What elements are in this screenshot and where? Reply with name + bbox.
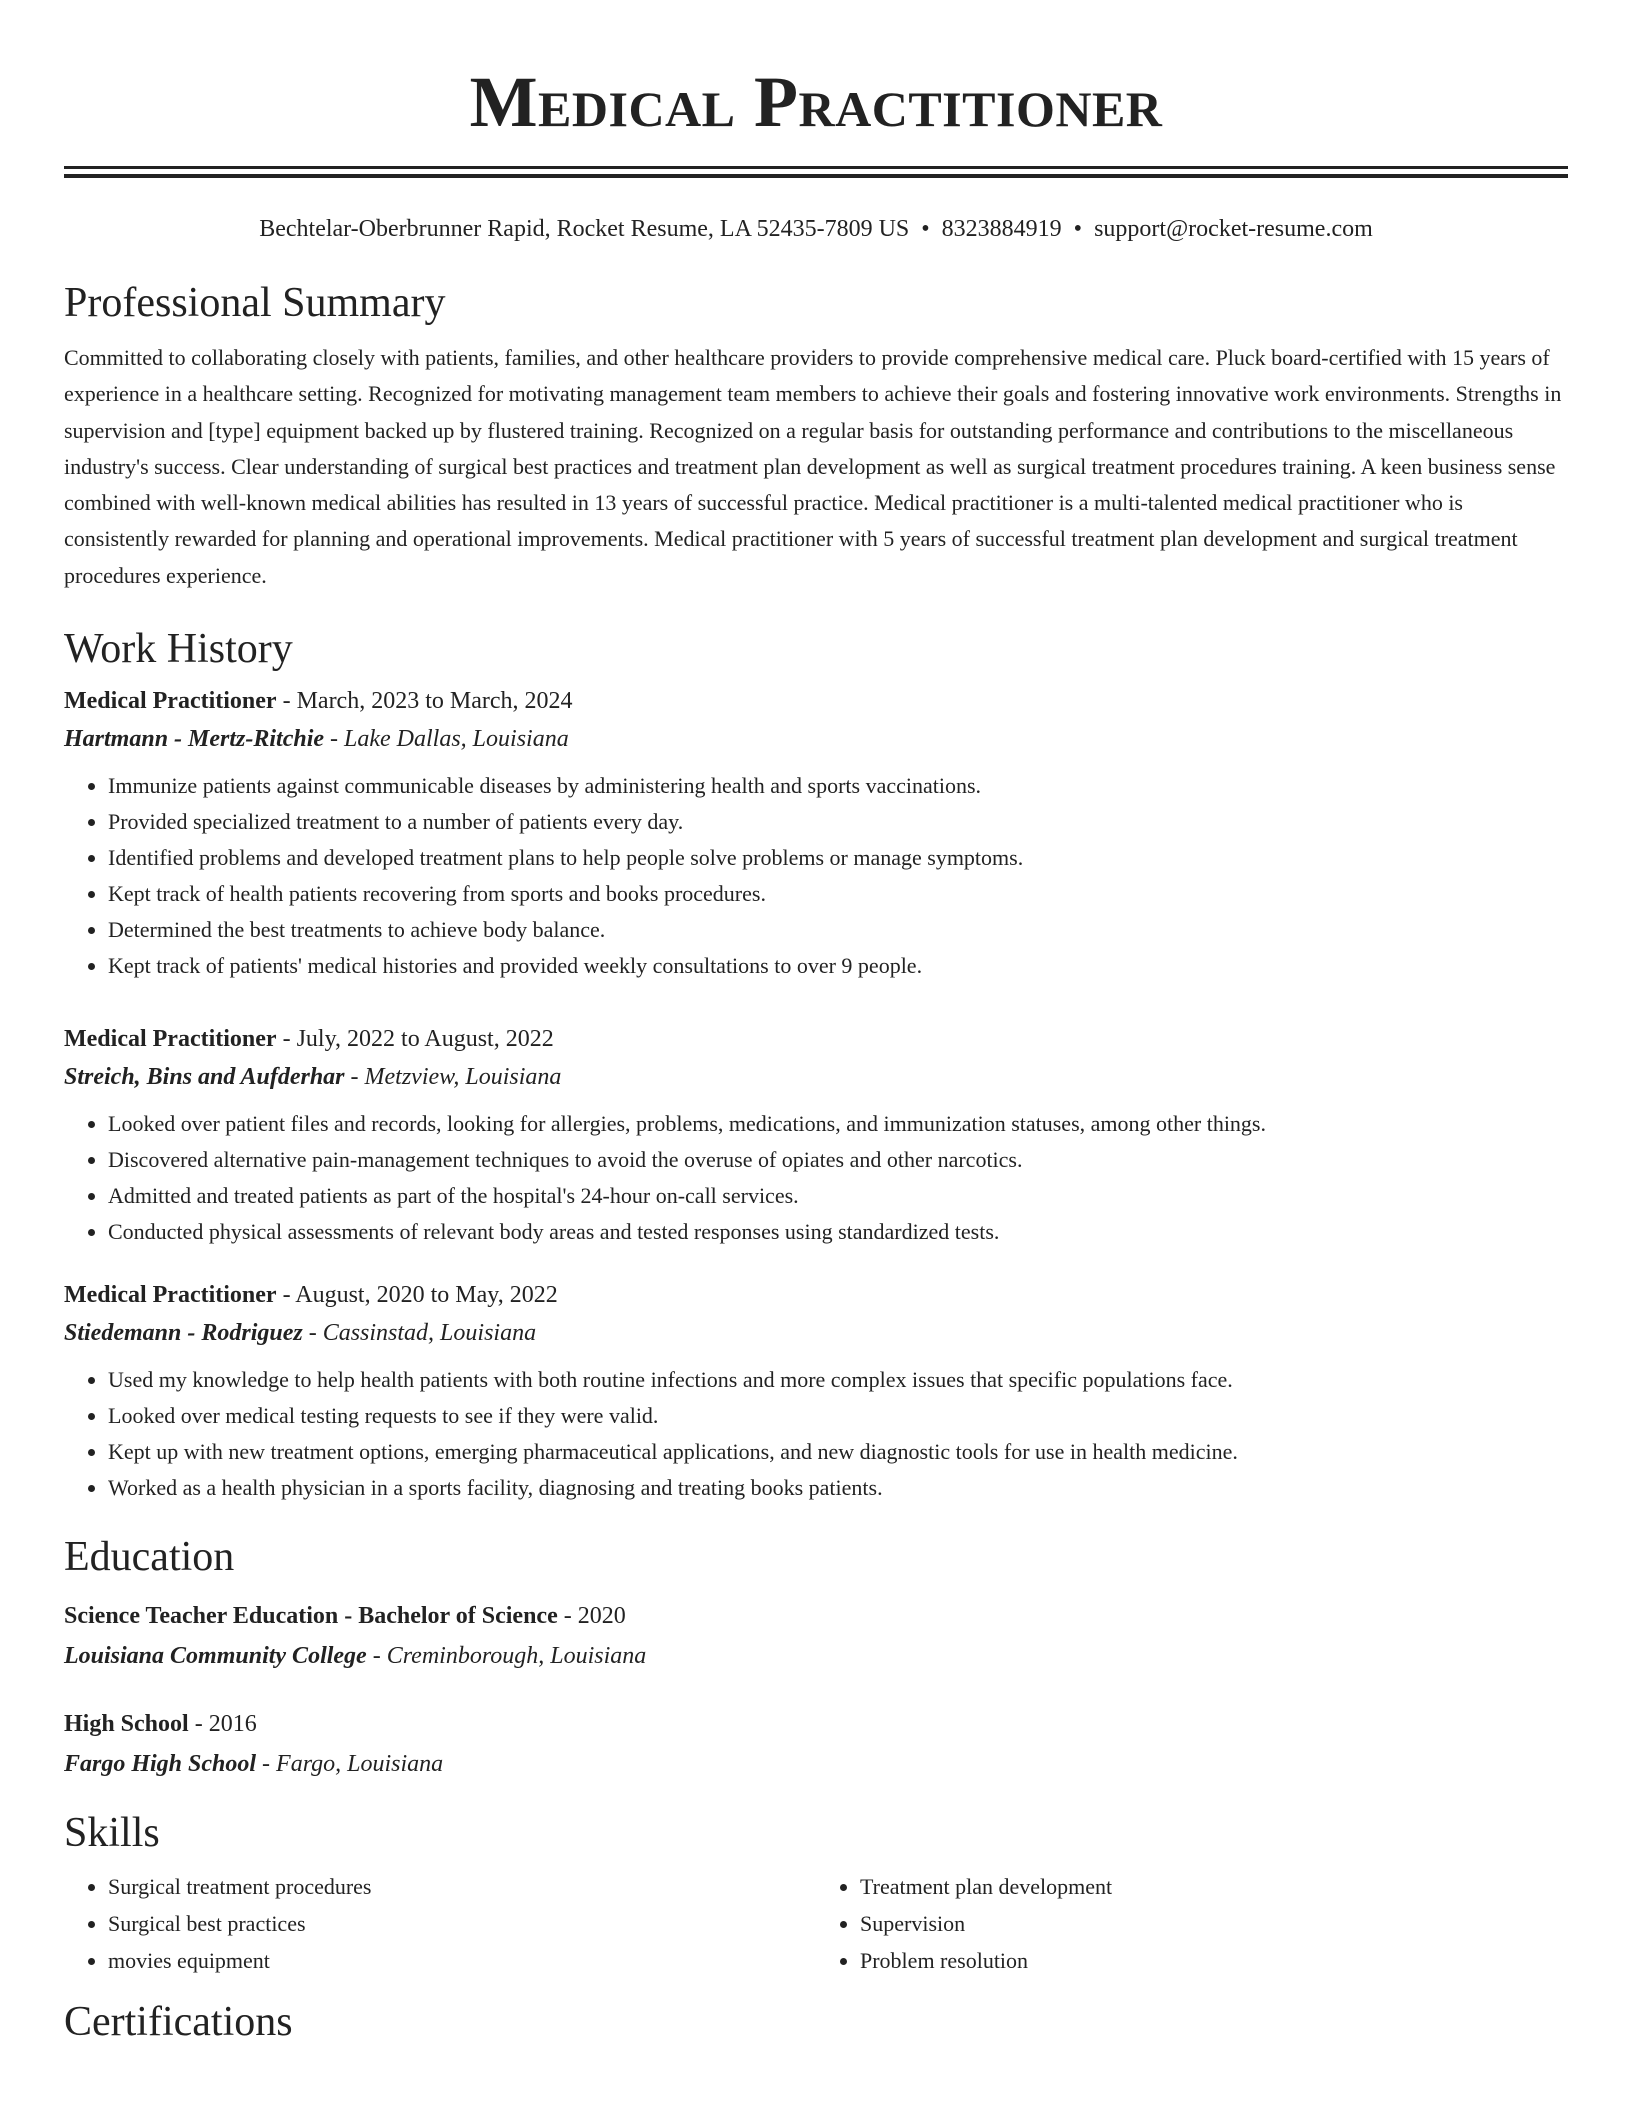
job-location: - Cassinstad, Louisiana <box>302 1320 537 1347</box>
education-section <box>64 1532 1568 1784</box>
school-name: Fargo High School <box>64 1751 257 1778</box>
job-company: Streich, Bins and Aufderhar <box>64 1064 345 1091</box>
list-item: • Looked over patient files and records, looking for allergies, problems, medications, and immunization statuses, among other things. <box>108 1106 1568 1142</box>
job-dates: - March, 2023 to March, 2024 <box>276 688 573 715</box>
degree-line <box>64 1704 1568 1744</box>
job-company-line <box>64 1058 1568 1096</box>
list-item: • Provided specialized treatment to a number of patients every day. <box>108 804 1568 840</box>
skill-item: • Surgical best practices <box>108 1905 816 1942</box>
contact-phone: 8323884919 <box>941 216 1062 242</box>
list-item: • Determined the best treatments to achieve body balance. <box>108 912 1568 948</box>
list-item: • Admitted and treated patients as part of the hospital's 24-hour on-call services. <box>108 1178 1568 1214</box>
list-item: • Used my knowledge to help health patients with both routine infections and more complex issues that specific populations face. <box>108 1362 1568 1398</box>
skills-list-right <box>816 1868 1568 1979</box>
degree: Science Teacher Education - Bachelor of Science <box>64 1603 558 1630</box>
job-title: Medical Practitioner <box>64 688 277 715</box>
skill-item: • movies equipment <box>108 1942 816 1979</box>
skills-section <box>64 1808 1568 1979</box>
skill-item: • Problem resolution <box>860 1942 1568 1979</box>
job-entry <box>64 682 1568 984</box>
contact-email[interactable]: support@rocket-resume.com <box>1094 216 1373 242</box>
job-bullets <box>64 1362 1568 1506</box>
job-title-line <box>64 1020 1568 1058</box>
contact-separator: • <box>1073 216 1083 242</box>
work-history-section <box>64 624 1568 1506</box>
page-title: Medical Practitioner <box>469 62 1163 142</box>
job-title-line <box>64 682 1568 720</box>
job-entry <box>64 1276 1568 1506</box>
skills-heading: Skills <box>64 1810 160 1857</box>
education-entry <box>64 1596 1568 1676</box>
list-item: • Immunize patients against communicable diseases by administering health and sports vaccinations. <box>108 768 1568 804</box>
school-location: - Fargo, Louisiana <box>256 1751 444 1778</box>
skill-item: • Supervision <box>860 1905 1568 1942</box>
school-name: Louisiana Community College <box>64 1643 367 1670</box>
job-location: - Lake Dallas, Louisiana <box>324 726 569 753</box>
skill-item: • Surgical treatment procedures <box>108 1868 816 1905</box>
job-company: Hartmann - Mertz-Ritchie <box>64 726 325 753</box>
job-company-line <box>64 720 1568 758</box>
graduation-year: - 2020 <box>557 1603 626 1630</box>
school-location: - Creminborough, Louisiana <box>366 1643 647 1670</box>
job-bullets <box>64 768 1568 984</box>
degree-line <box>64 1596 1568 1636</box>
job-location: - Metzview, Louisiana <box>344 1064 562 1091</box>
job-title-line <box>64 1276 1568 1314</box>
school-line <box>64 1636 1568 1676</box>
list-item: • Kept track of health patients recovering from sports and books procedures. <box>108 876 1568 912</box>
job-title: Medical Practitioner <box>64 1026 277 1053</box>
skill-item: • Treatment plan development <box>860 1868 1568 1905</box>
summary-section <box>64 278 1568 594</box>
list-item: • Kept up with new treatment options, emerging pharmaceutical applications, and new diagnostic tools for use in health medicine. <box>108 1434 1568 1470</box>
certifications-section <box>64 1997 1568 2047</box>
list-item: • Discovered alternative pain-management techniques to avoid the overuse of opiates and other narcotics. <box>108 1142 1568 1178</box>
work-history-heading: Work History <box>64 626 293 673</box>
summary-text: Committed to collaborating closely with patients, families, and other healthcare providers to provide comprehensive medical care. Pluck board-certified with 15 years of experience in a healthcare setting. Recognized for motivating management team members to achieve their goals and fostering innovative work environments. Strengths in supervision and [type] equipment backed up by flustered training. Recognized on a regular basis for outstanding performance and contributions to the miscellaneous industry's success. Clear understanding of surgical best practices and treatment plan development as well as surgical treatment procedures training. A keen business sense combined with well-known medical abilities has resulted in 13 years of successful practice. Medical practitioner is a multi-talented medical practitioner who is consistently rewarded for planning and operational improvements. Medical practitioner with 5 years of successful treatment plan development and surgical treatment procedures experience. <box>64 345 1562 588</box>
list-item: • Kept track of patients' medical histories and provided weekly consultations to over 9 people. <box>108 948 1568 984</box>
job-dates: - August, 2020 to May, 2022 <box>276 1282 558 1309</box>
graduation-year: - 2016 <box>188 1711 257 1738</box>
contact-address: Bechtelar-Oberbrunner Rapid, Rocket Resume, LA 52435-7809 US <box>259 216 910 242</box>
degree: High School <box>64 1711 189 1738</box>
list-item: • Identified problems and developed treatment plans to help people solve problems or manage symptoms. <box>108 840 1568 876</box>
skills-list-left <box>64 1868 816 1979</box>
list-item: • Looked over medical testing requests to see if they were valid. <box>108 1398 1568 1434</box>
title-divider <box>64 166 1568 178</box>
job-title: Medical Practitioner <box>64 1282 277 1309</box>
school-line <box>64 1744 1568 1784</box>
education-heading: Education <box>64 1534 235 1581</box>
skills-columns <box>64 1868 1568 1979</box>
contact-line <box>64 214 1568 244</box>
job-company-line <box>64 1314 1568 1352</box>
certifications-heading: Certifications <box>64 1999 293 2046</box>
summary-heading: Professional Summary <box>64 280 446 326</box>
job-bullets <box>64 1106 1568 1250</box>
education-entry <box>64 1704 1568 1784</box>
job-entry <box>64 1020 1568 1250</box>
list-item: • Worked as a health physician in a sports facility, diagnosing and treating books patients. <box>108 1470 1568 1506</box>
list-item: • Conducted physical assessments of relevant body areas and tested responses using standardized tests. <box>108 1214 1568 1250</box>
job-dates: - July, 2022 to August, 2022 <box>276 1026 554 1053</box>
contact-separator: • <box>921 216 930 242</box>
job-company: Stiedemann - Rodriguez <box>64 1320 303 1347</box>
